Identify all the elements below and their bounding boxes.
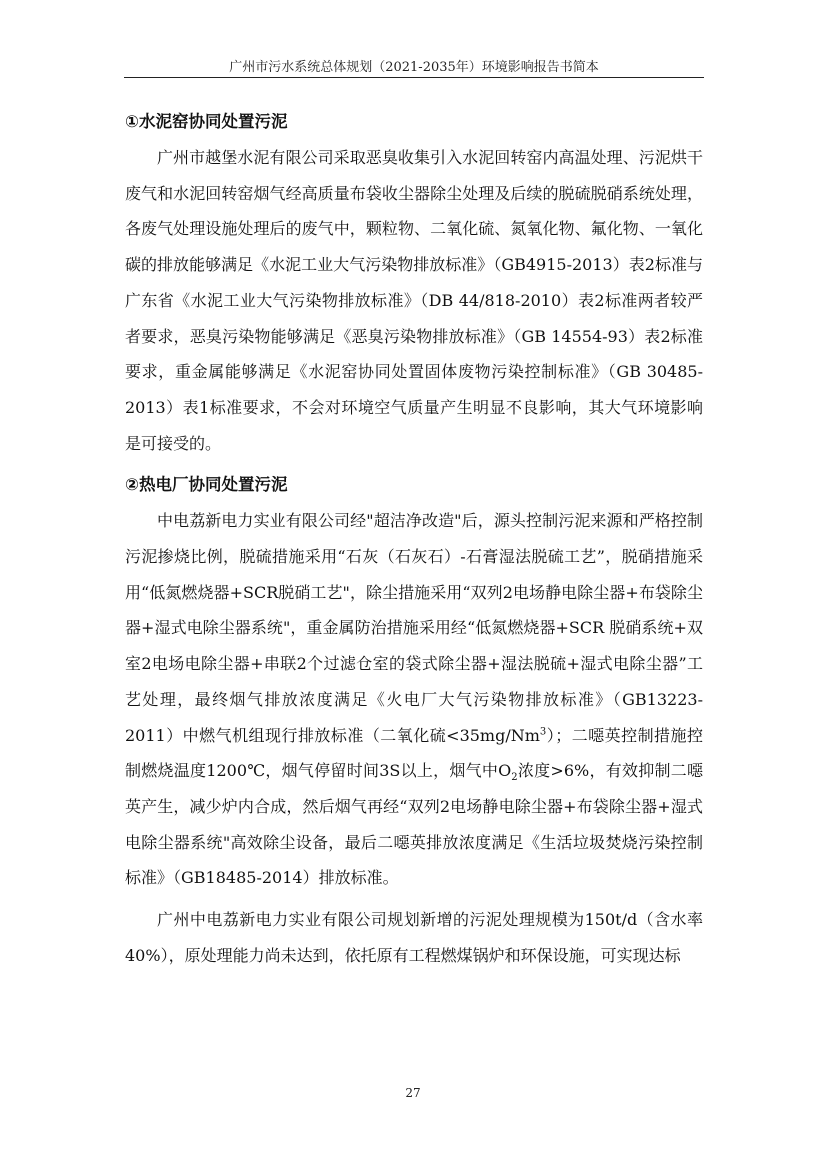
running-header: 广州市污水系统总体规划（2021-2035年）环境影响报告书简本 (229, 60, 599, 75)
paragraph-text: ）；二噁英控制措施控制燃烧温度1200℃，烟气停留时间3S以上，烟气中O (125, 725, 703, 781)
paragraph-thermal-plant (125, 503, 703, 896)
paragraph-cement-kiln: 广州市越堡水泥有限公司采取恶臭收集引入水泥回转窑内高温处理、污泥烘干废气和水泥回转窑烟气经高质量布袋收尘器除尘处理及后续的脱硫脱硝系统处理，各废气处理设施处理后的废气中，颗粒物、二氧化硫、氮氧化物、氟化物、一氧化碳的排放能够满足《水泥工业大气污染物排放标准》（GB4915-2013）表2标准与广东省《水泥工业大气污染物排放标准》（DB 44/818-2010）表2标准两者较严者要求，恶臭污染物能够满足《恶臭污染物排放标准》（GB 14554-93）表2标准要求，重金属能够满足《水泥窑协同处置固体废物污染控制标准》（GB 30485-2013）表1标准要求，不会对环境空气质量产生明显不良影响，其大气环境影响是可接受的。 (125, 148, 703, 453)
superscript-three: 3 (539, 726, 547, 738)
paragraph-text: 浓度>6%，有效抑制二噁英产生，减少炉内合成，然后烟气再经“双列2电场静电除尘器+布袋除尘器+湿式电除尘器系统"高效除尘设备，最后二噁英排放浓度满足《生活垃圾焚烧污染控制标准》（GB18485-2014）排放标准。 (125, 761, 703, 888)
page-number: 27 (405, 1086, 421, 1100)
paragraph-text: 中电荔新电力实业有限公司经"超洁净改造"后，源头控制污泥来源和严格控制污泥掺烧比例，脱硫措施采用“石灰（石灰石）-石膏湿法脱硫工艺”，脱硝措施采用“低氮燃烧器+SCR脱硝工艺"，除尘措施采用“双列2电场静电除尘器+布袋除尘器+湿式电除尘器系统"，重金属防治措施采用经“低氮燃烧器+SCR 脱硝系统+双室2电场电除尘器+串联2个过滤仓室的袋式除尘器+湿法脱硫+湿式电除尘器”工艺处理，最终烟气排放浓度满足《火电厂大气污染物排放标准》（GB13223-2011）中燃气机组现行排放标准（二氧化硫<35mg/Nm (125, 511, 703, 745)
paragraph-capacity: 广州中电荔新电力实业有限公司规划新增的污泥处理规模为150t/d（含水率40%），原处理能力尚未达到，依托原有工程燃煤锅炉和环保设施，可实现达标 (125, 910, 703, 965)
subscript-two: 2 (511, 772, 518, 784)
header-divider (124, 77, 704, 78)
section-heading-cement-kiln: ①水泥窑协同处置污泥 (125, 112, 288, 131)
section-heading-thermal-plant: ②热电厂协同处置污泥 (125, 475, 288, 495)
page-body (125, 104, 703, 973)
